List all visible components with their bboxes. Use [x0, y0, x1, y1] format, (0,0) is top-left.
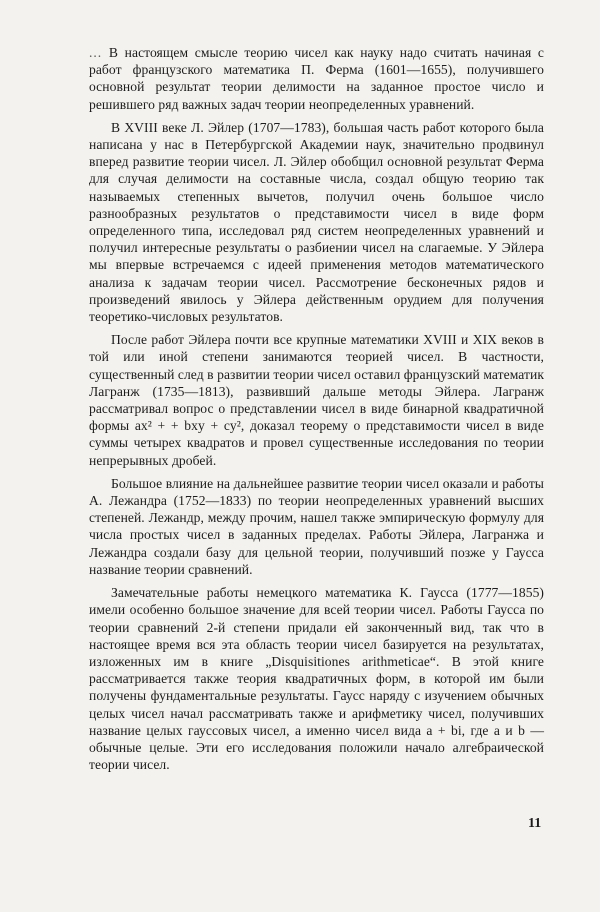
paragraph-fermat: [89, 44, 544, 113]
paragraph-legendre: Большое влияние на дальнейшее развитие теории чисел оказали и работы А. Лежандра (1752—1833) по теории неопределенных уравнений высших степеней. Лежандр, между прочим, нашел также эмпирическую формулу для числа простых чисел в заданных пределах. Работы Эйлера, Лагранжа и Лежандра создали базу для цельной теории, получивший позже у Гаусса название теории сравнений.: [89, 475, 544, 577]
paragraph-fermat-text: В настоящем смысле теорию чисел как науку надо считать начиная с работ французского математика П. Ферма (1601—1655), получившего основной результат теории делимости на заданное простое число и решившего ряд важных задач теории неопределенных уравнений.: [89, 45, 544, 112]
paragraph-euler: В XVIII веке Л. Эйлер (1707—1783), большая часть работ которого была написана у нас в Петербургской Академии наук, значительно продвинул вперед развитие теории чисел. Л. Эйлер обобщил основной результат Ферма для случая делимости на составные числа, создал общую теорию так называемых степенных вычетов, получил очень большое число разнообразных результатов о представимости чисел в виде форм определенного типа, исследовал ряд систем неопределенных уравнений и получил интересные результаты о разбиении чисел на слагаемые. У Эйлера мы впервые встречаемся с идеей применения методов математического анализа к задачам теории чисел. Рассмотрение бесконечных рядов и произведений явилось у Эйлера действенным орудием для получения теоретико-числовых результатов.: [89, 119, 544, 325]
leading-dots: ...: [89, 45, 103, 60]
page-number: 11: [528, 816, 542, 831]
paragraph-gauss: Замечательные работы немецкого математика К. Гаусса (1777—1855) имели особенно большое значение для всей теории чисел. Работы Гаусса по теории сравнений 2-й степени придали ей законченный вид, так что в настоящее время вся эта область теории чисел базируется на результатах, изложенных им в книге „Disquisitiones arithmeticae“. В этой книге рассматривается также теория квадратичных форм, в которой им были получены фундаментальные результаты. Гаусс наряду с изучением обычных целых чисел начал рассматривать также и арифметику чисел, получивших название целых гауссовых чисел, а именно чисел вида a + bi, где a и b — обычные целые. Эти его исследования положили начало алгебраической теории чисел.: [89, 585, 544, 773]
paragraph-lagrange: После работ Эйлера почти все крупные математики XVIII и XIX веков в той или иной степени занимаются теорией чисел. В частности, существенный след в развитии теории чисел оставил французский математик Лагранж (1735—1813), развивший дальше методы Эйлера. Лагранж рассматривал вопрос о представлении чисел в виде бинарной квадратичной формы ax² + + bxy + cy², доказал теорему о представимости чисел в виде суммы четырех квадратов и провел существенные исследования по теории непрерывных дробей.: [89, 332, 544, 468]
page-body: [89, 44, 544, 773]
